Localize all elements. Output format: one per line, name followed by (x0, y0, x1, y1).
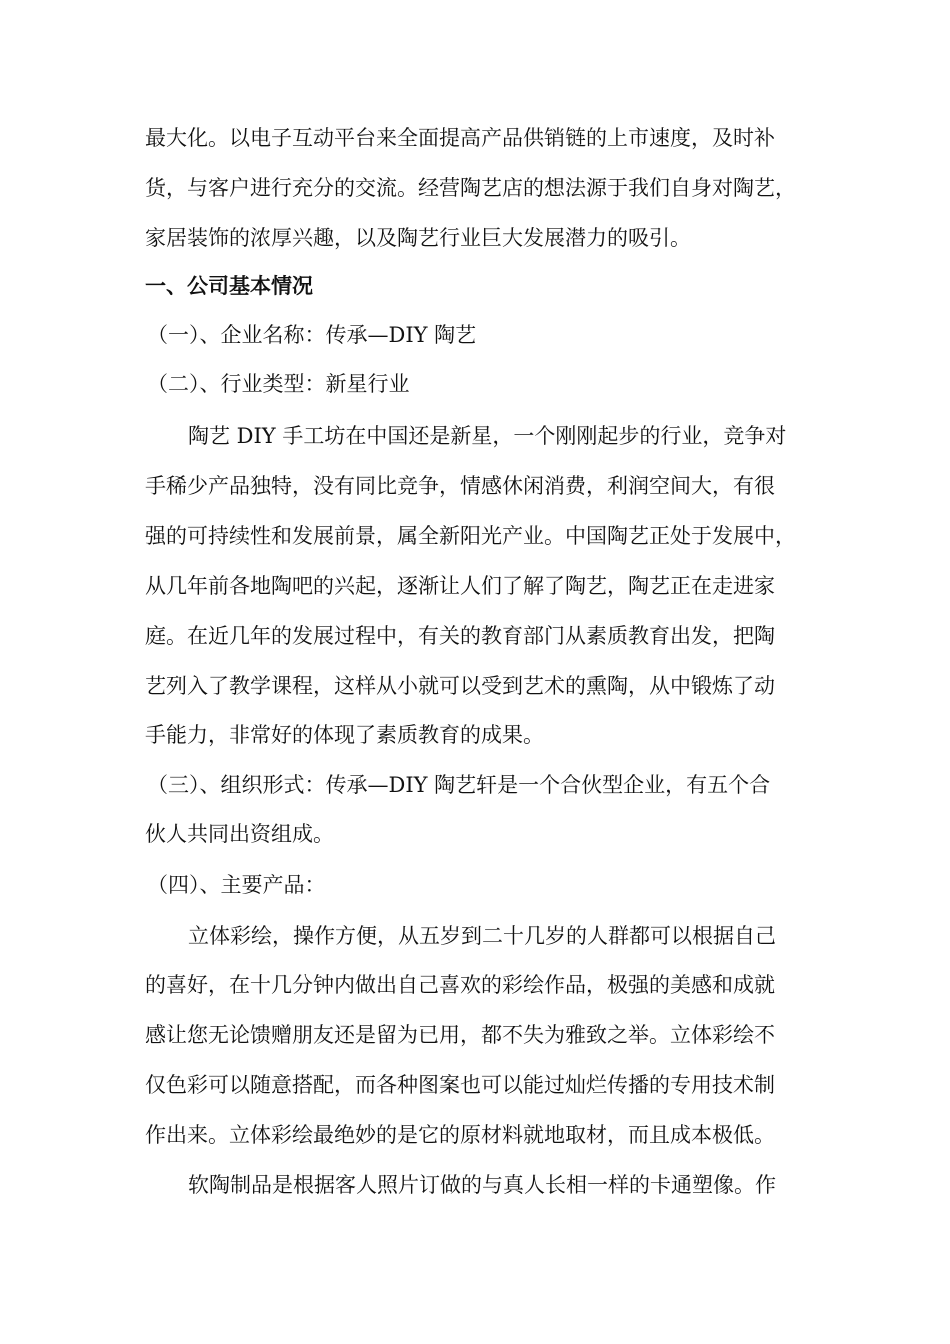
paragraph-line: 强的可持续性和发展前景，属全新阳光产业。中国陶艺正处于发展中， (145, 524, 796, 548)
paragraph-line: 最大化。以电子互动平台来全面提高产品供销链的上市速度，及时补 (145, 126, 775, 150)
paragraph-line: 艺列入了教学课程，这样从小就可以受到艺术的熏陶，从中锻炼了动 (145, 674, 775, 698)
paragraph-line: 软陶制品是根据客人照片订做的与真人长相一样的卡通塑像。作 (188, 1173, 776, 1197)
paragraph-line: 立体彩绘，操作方便，从五岁到二十几岁的人群都可以根据自己 (188, 924, 776, 948)
paragraph-line: 陶艺 DIY 手工坊在中国还是新星，一个刚刚起步的行业，竞争对 (188, 424, 787, 448)
paragraph-line: 的喜好，在十几分钟内做出自己喜欢的彩绘作品，极强的美感和成就 (145, 973, 775, 997)
section-heading: 一、公司基本情况 (145, 274, 313, 298)
paragraph-line: 作出来。立体彩绘最绝妙的是它的原材料就地取材，而且成本极低。 (145, 1123, 775, 1147)
paragraph-line: 手能力，非常好的体现了素质教育的成果。 (145, 723, 544, 747)
subsection-organization-form: （三）、组织形式：传承—DIY 陶艺轩是一个合伙型企业，有五个合 (147, 773, 771, 797)
paragraph-line: 从几年前各地陶吧的兴起，逐渐让人们了解了陶艺，陶艺正在走进家 (145, 574, 775, 598)
paragraph-line: 货，与客户进行充分的交流。经营陶艺店的想法源于我们自身对陶艺， (145, 176, 796, 200)
subsection-main-products: （四）、主要产品： (147, 873, 326, 897)
paragraph-line: 感让您无论馈赠朋友还是留为已用，都不失为雅致之举。立体彩绘不 (145, 1023, 775, 1047)
paragraph-line: 手稀少产品独特，没有同比竞争，情感休闲消费，利润空间大，有很 (145, 474, 775, 498)
paragraph-line: 家居装饰的浓厚兴趣，以及陶艺行业巨大发展潜力的吸引。 (145, 226, 691, 250)
paragraph-line: 仅色彩可以随意搭配，而各种图案也可以能过灿烂传播的专用技术制 (145, 1073, 775, 1097)
subsection-industry-type: （二）、行业类型：新星行业 (147, 372, 410, 396)
subsection-company-name: （一）、企业名称：传承—DIY 陶艺 (147, 323, 477, 347)
paragraph-line: 庭。在近几年的发展过程中，有关的教育部门从素质教育出发，把陶 (145, 624, 775, 648)
paragraph-line: 伙人共同出资组成。 (145, 822, 334, 846)
